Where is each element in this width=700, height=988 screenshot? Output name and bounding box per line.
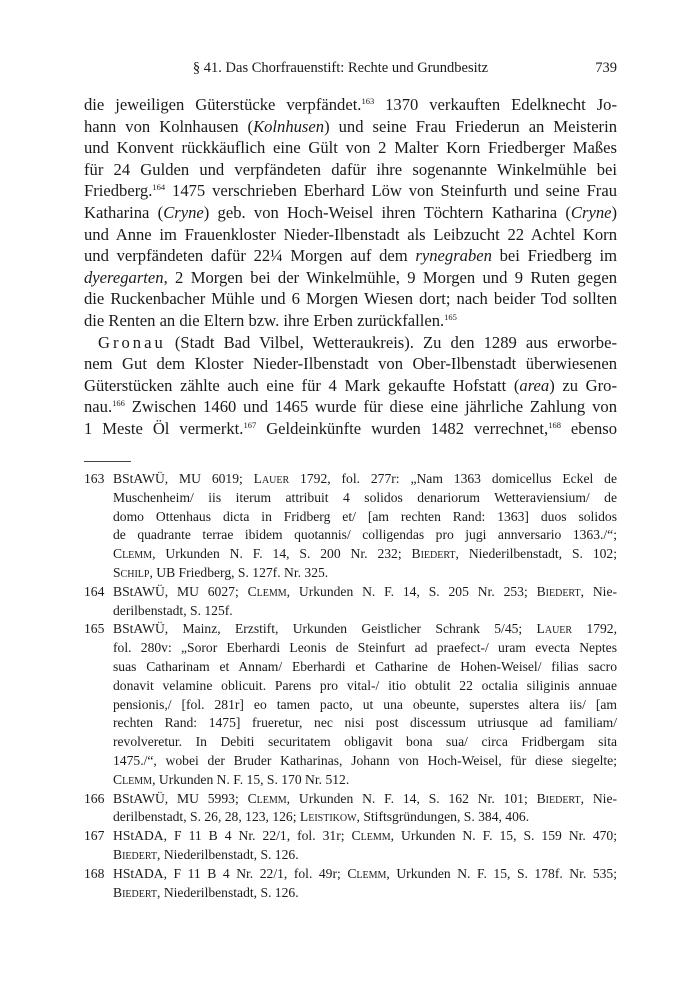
footnote-ref-168[interactable]: 168 xyxy=(548,419,561,430)
footnote-number: 165 xyxy=(84,621,105,637)
footnote-line xyxy=(113,865,617,884)
author-name: Clemm xyxy=(113,546,153,562)
footnote-number: 168 xyxy=(84,865,105,881)
text-run: nau. xyxy=(84,397,113,417)
text-run: Zwischen 1460 und 1465 wurde für diese eine jährliche Zahlung von xyxy=(124,397,617,417)
text-run: BStAWÜ, MU 5993; xyxy=(113,790,248,806)
footnote-line xyxy=(113,790,617,809)
footnote-number: 167 xyxy=(84,828,105,844)
footnote-line: derilbenstadt, S. 125f. xyxy=(113,602,233,618)
footnote-number: 164 xyxy=(84,583,105,599)
footnote-line xyxy=(113,545,617,564)
footnote-166 xyxy=(84,790,617,828)
text-run: Güterstücken zählte auch eine für 4 Mark gekaufte Hofstatt ( xyxy=(84,375,520,395)
author-name: Clemm xyxy=(247,790,287,806)
author-name: Clemm xyxy=(347,865,387,881)
footnote-164 xyxy=(84,583,617,621)
text-run: , Urkunden N. F. 15, S. 159 Nr. 470; xyxy=(390,828,617,844)
footnote-ref-165[interactable]: 165 xyxy=(444,311,457,322)
text-run: , Urkunden N. F. 14, S. 200 Nr. 232; xyxy=(152,546,412,562)
footnote-line: de quadrante terrae ibidem quotannis/ colligendas pro jugi annversario 1363./“; xyxy=(113,527,617,543)
footnote-number: 166 xyxy=(84,790,105,806)
author-name: Clemm xyxy=(351,828,391,844)
text-line xyxy=(84,396,617,418)
text-line xyxy=(84,310,617,332)
text-run: (Stadt Bad Vilbel, Wetteraukreis). Zu den 1289 aus erworbe- xyxy=(165,332,617,352)
paragraph-winkelmuehle xyxy=(84,94,617,332)
text-line xyxy=(84,267,617,289)
footnote-line: fol. 280v: „Soror Eberhardi Leonis de Steinfurt ad praefect-/ uram evecta Neptes xyxy=(113,640,617,656)
footnote-163 xyxy=(84,470,617,583)
text-run: hann von Kolnhausen ( xyxy=(84,116,254,136)
main-text xyxy=(84,94,617,440)
text-line xyxy=(84,116,617,138)
footnote-line: donavit velamine oblicuit. Parens pro vital-/ itio obtulit 22 octalia siliginis annuae xyxy=(113,677,617,693)
text-run: Katharina ( xyxy=(84,202,164,222)
author-name: Clemm xyxy=(247,583,287,599)
text-run: HStADA, F 11 B 4 Nr. 22/1, fol. 49r; xyxy=(113,865,348,881)
text-run: die jeweiligen Güterstücke verpfändet. xyxy=(84,95,362,114)
author-name: Clemm xyxy=(113,771,153,787)
text-run: derilbenstadt, S. 26, 28, 123, 126; xyxy=(113,809,300,825)
text-run: , Nie- xyxy=(580,790,617,806)
text-run: , UB Friedberg, S. 127f. Nr. 325. xyxy=(149,564,329,580)
footnote-line: rechten Rand: 1475] frueretur, nec nisi post discessum utriusque ad familiam/ xyxy=(113,715,617,731)
running-head-title: § 41. Das Chorfrauenstift: Rechte und Grundbesitz xyxy=(192,60,489,76)
italic-term: Cryne xyxy=(163,202,204,222)
italic-term: Cryne xyxy=(570,202,612,222)
footnote-ref-164[interactable]: 164 xyxy=(152,182,166,193)
footnote-ref-166[interactable]: 166 xyxy=(112,398,125,409)
footnote-line xyxy=(113,470,617,489)
footnote-line: 1475./“, wobei der Bruder Katharinas, Johann von Hoch-Weisel, für diese siegelte; xyxy=(113,752,617,768)
text-run: ) geb. von Hoch-Weisel ihren Töchtern Katharina ( xyxy=(203,202,571,222)
text-run: 1792, xyxy=(572,621,617,637)
footnote-168 xyxy=(84,865,617,903)
text-run: , 2 Morgen bei der Winkelmühle, 9 Morgen und 9 Ruten gegen xyxy=(163,267,617,287)
footnote-line xyxy=(113,771,617,790)
text-run: , Niederilbenstadt, S. 102; xyxy=(455,546,617,562)
text-run: ebenso xyxy=(560,418,617,438)
author-name: Biedert xyxy=(113,846,158,862)
footnote-line: pensionis,/ [fol. 281r] eo tamen pacto, ut una obeunte, superstes altera iis/ [am xyxy=(113,696,617,712)
text-line: für 24 Gulden und verpfändeten dafür ihre sogenannte Winkelmühle bei xyxy=(84,159,617,179)
footnote-165 xyxy=(84,620,617,789)
running-head xyxy=(84,60,617,80)
footnote-number: 163 xyxy=(84,471,105,486)
text-line xyxy=(84,245,617,267)
text-run: , Nie- xyxy=(580,583,617,599)
text-line: nem Gut dem Kloster Nieder-Ilbenstadt von Ober-Ilbenstadt überwiesenen xyxy=(84,354,617,374)
footnote-line xyxy=(113,583,617,602)
author-name: Leistikow xyxy=(299,809,357,825)
text-run: 1370 verkauften Edelknecht Jo- xyxy=(374,95,617,114)
paragraph-gronau xyxy=(84,332,617,440)
author-name: Lauer xyxy=(253,471,290,486)
footnote-line xyxy=(113,884,617,903)
footnote-line xyxy=(113,846,617,865)
text-run: ) und seine Frau Friederun an Meisterin xyxy=(324,116,617,136)
text-line xyxy=(84,332,617,354)
author-name: Biedert xyxy=(411,546,456,562)
text-run: die Renten an die Eltern bzw. ihre Erben zurückfallen. xyxy=(84,310,445,330)
text-run: bei Friedberg im xyxy=(491,246,617,266)
text-run: , Urkunden N. F. 14, S. 162 Nr. 101; xyxy=(286,790,537,806)
author-name: Lauer xyxy=(536,621,573,637)
text-run: und verpfändeten dafür 22¼ Morgen auf dem xyxy=(84,246,416,266)
text-run: BStAWÜ, MU 6019; xyxy=(113,471,254,486)
footnote-line: Muschenheim/ iis iterum attribuit 4 solidos denariorum Wetteraviensium/ de xyxy=(113,489,617,505)
text-line xyxy=(84,202,617,224)
footnotes xyxy=(84,470,617,902)
footnote-ref-167[interactable]: 167 xyxy=(243,419,257,430)
text-run: , Urkunden N. F. 15, S. 170 Nr. 512. xyxy=(152,771,350,787)
italic-term: Kolnhusen xyxy=(253,116,325,136)
footnote-line xyxy=(113,620,617,639)
footnote-line xyxy=(113,564,617,583)
italic-term: area xyxy=(519,375,550,395)
footnote-line: domo Ottenhaus dicta in Fridberg et/ [am rechten Rand: 1363] duos solidos xyxy=(113,508,617,524)
text-run: 1 Meste Öl vermerkt. xyxy=(84,418,244,438)
text-line xyxy=(84,375,617,397)
footnote-line xyxy=(113,808,617,827)
footnote-line: revolveretur. In Debiti securitatem obligavit bona sua/ circa Fridbergam sita xyxy=(113,734,617,750)
author-name: Biedert xyxy=(113,884,158,900)
text-run: , Urkunden N. F. 14, S. 205 Nr. 253; xyxy=(286,583,537,599)
footnote-separator xyxy=(84,461,131,462)
text-run: BStAWÜ, Mainz, Erzstift, Urkunden Geistlicher Schrank 5/45; xyxy=(113,621,537,637)
text-run: BStAWÜ, MU 6027; xyxy=(113,583,248,599)
italic-term: rynegraben xyxy=(415,246,492,266)
text-line: und Anne im Frauenkloster Nieder-Ilbenstadt als Leibzucht 22 Achtel Korn xyxy=(84,224,617,244)
footnote-ref-163[interactable]: 163 xyxy=(361,96,375,106)
text-run: , Urkunden N. F. 15, S. 178f. Nr. 535; xyxy=(386,865,617,881)
author-name: Biedert xyxy=(536,790,581,806)
text-run: , Niederilbenstadt, S. 126. xyxy=(157,884,299,900)
text-line xyxy=(84,94,617,116)
footnote-line: suas Catharinam et Annam/ Eberhardi et Catharine de Hohen-Weisel/ filias sacro xyxy=(113,658,617,674)
text-run: 1475 verschrieben Eberhard Löw von Steinfurth und seine Frau xyxy=(165,181,617,201)
page-number: 739 xyxy=(595,60,617,76)
text-run: , Stiftsgründungen, S. 384, 406. xyxy=(356,809,530,825)
place-heading: Gronau xyxy=(98,332,166,352)
italic-term: dyeregarten xyxy=(84,267,164,287)
text-run: ) zu Gro- xyxy=(549,375,617,395)
text-run: Friedberg. xyxy=(84,181,153,201)
author-name: Biedert xyxy=(536,583,581,599)
text-run: , Niederilbenstadt, S. 126. xyxy=(157,846,299,862)
text-line: und Konvent rückkäuflich eine Gült von 2 Malter Korn Friedberger Maßes xyxy=(84,138,617,158)
text-line xyxy=(84,418,617,440)
text-line: die Ruckenbacher Mühle und 6 Morgen Wiesen dort; nach beider Tod sollten xyxy=(84,289,617,309)
text-run: HStADA, F 11 B 4 Nr. 22/1, fol. 31r; xyxy=(113,828,352,844)
author-name: Schilp xyxy=(113,564,150,580)
text-run: Geldeinkünfte wurden 1482 verrechnet, xyxy=(256,418,549,438)
text-run: ) xyxy=(611,202,617,222)
text-line xyxy=(84,180,617,202)
footnote-line xyxy=(113,827,617,846)
footnote-167 xyxy=(84,827,617,865)
text-run: 1792, fol. 277r: „Nam 1363 domicellus Eckel de xyxy=(289,471,617,486)
